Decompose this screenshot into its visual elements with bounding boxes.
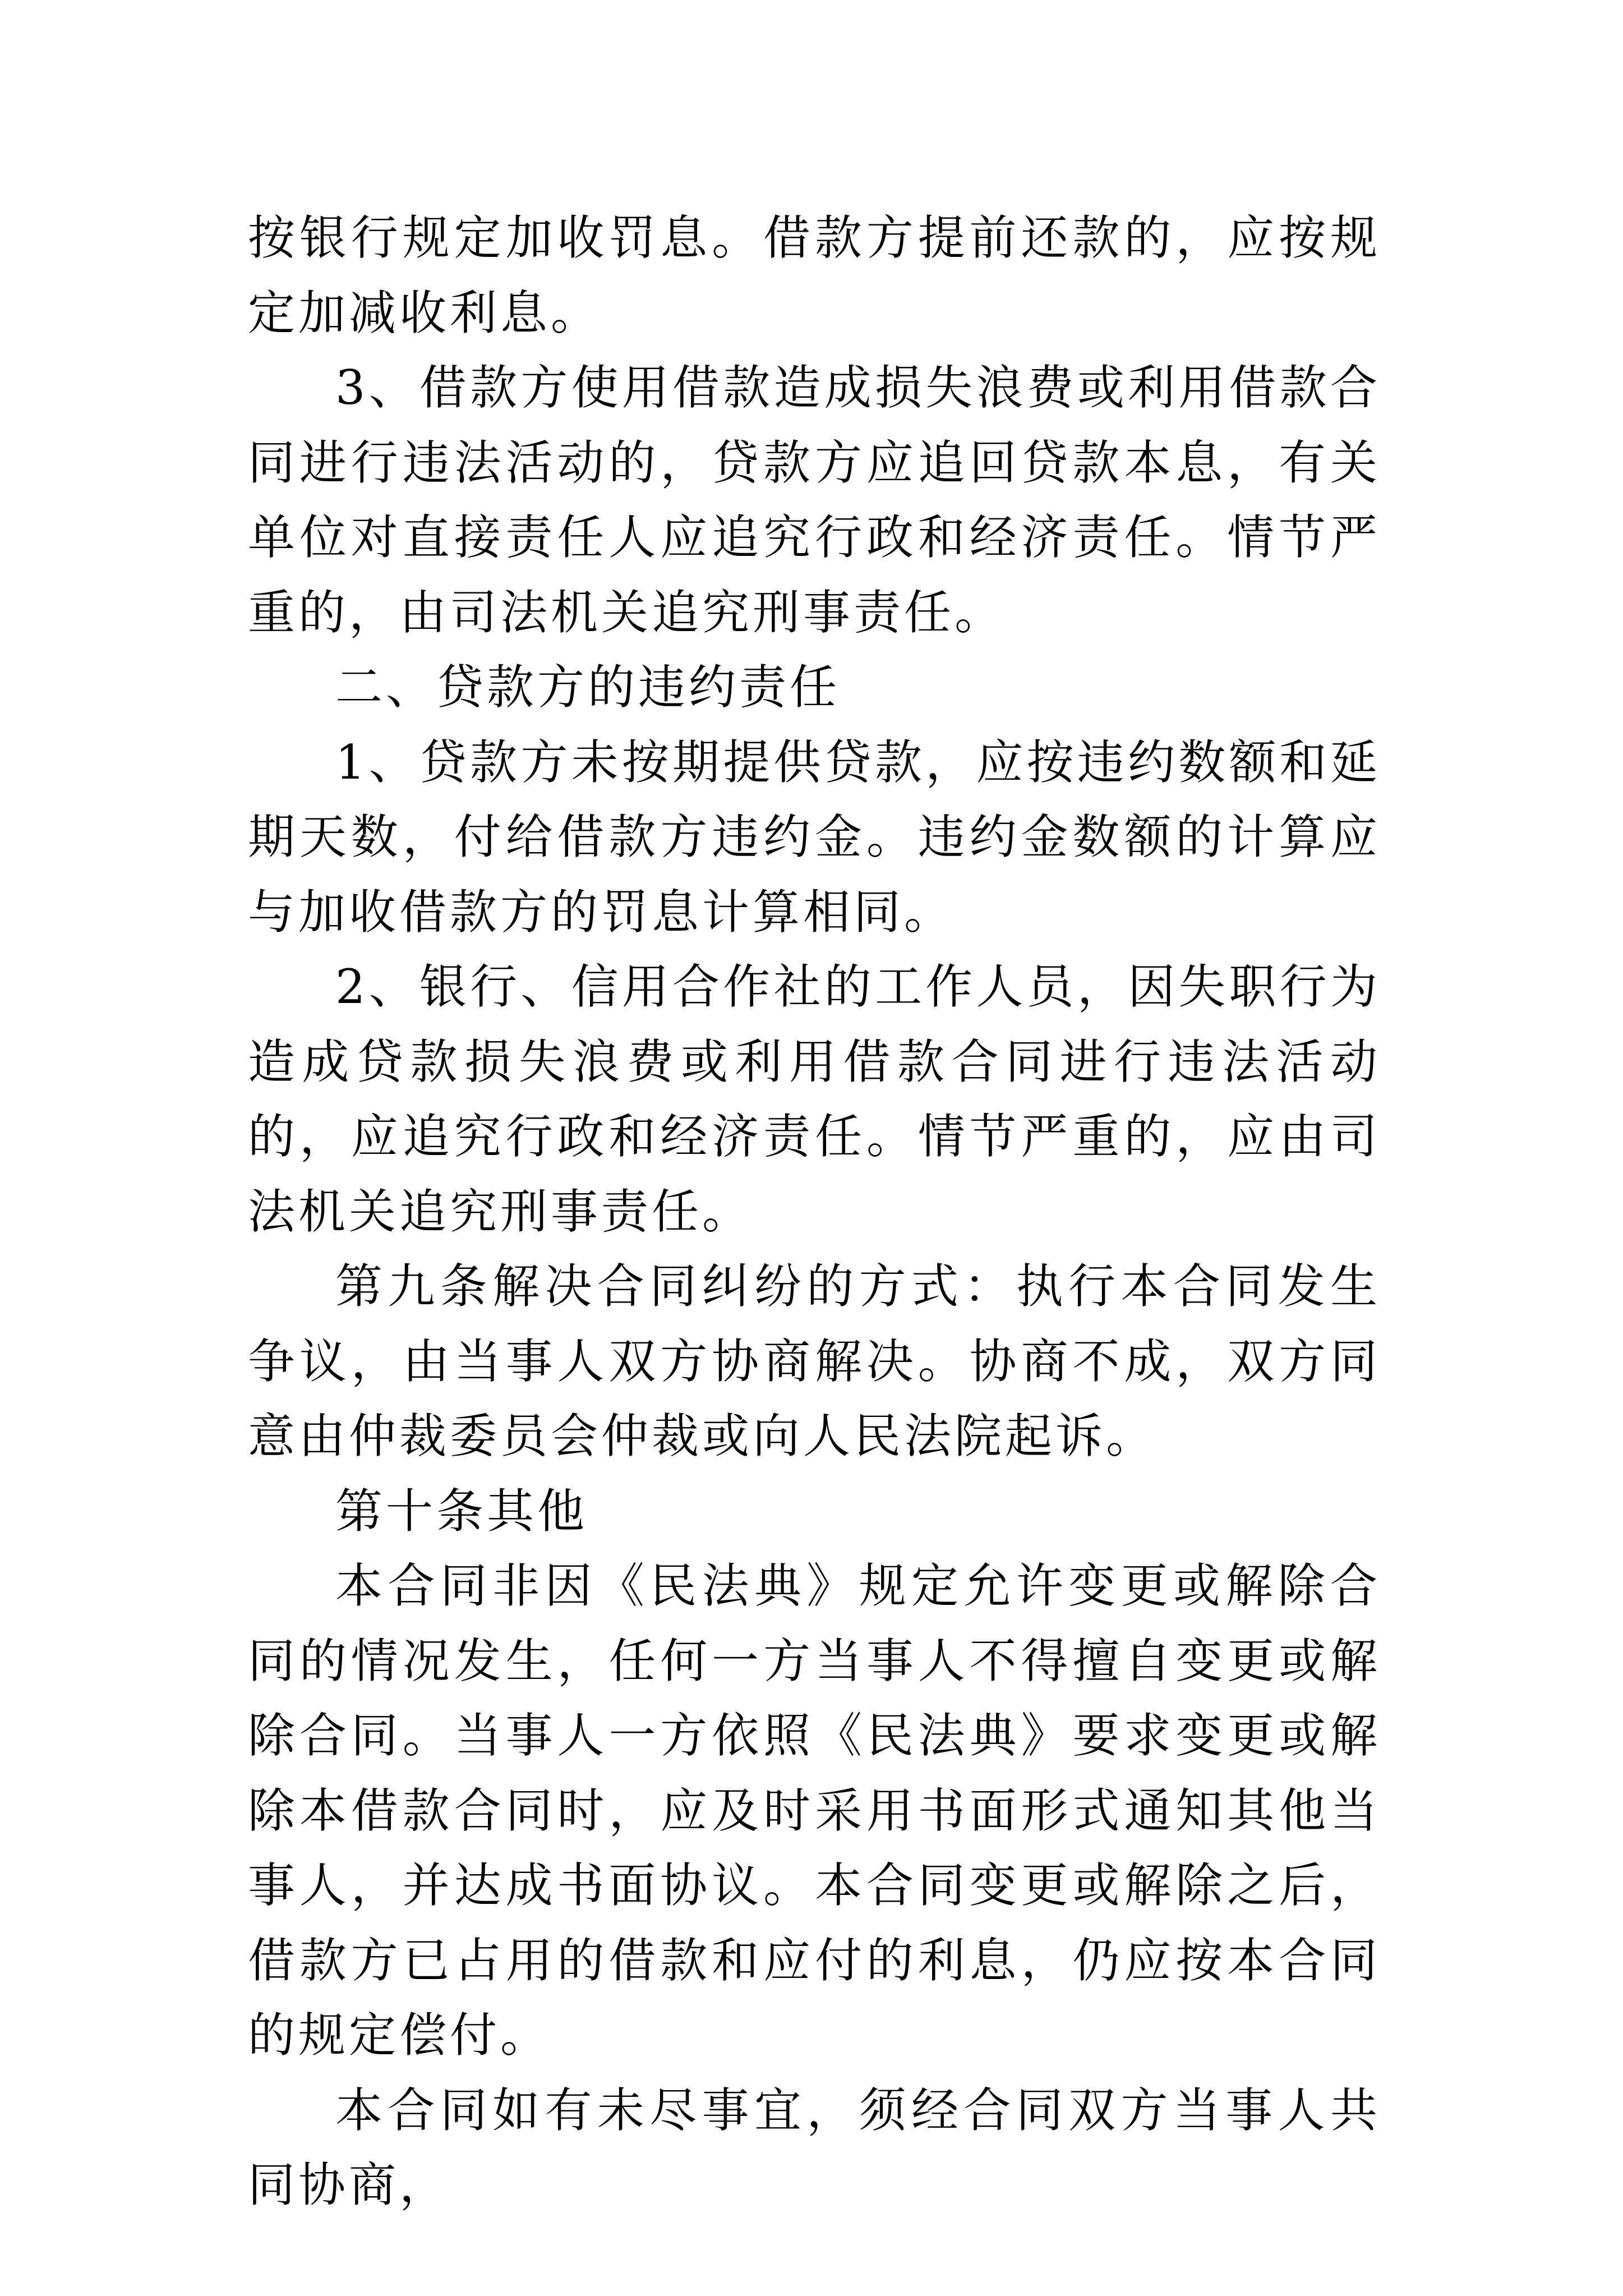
paragraph-bank-staff-liability: 2、银行、信用合作社的工作人员，因失职行为造成贷款损失浪费或利用借款合同进行违法活动的，应追究行政和经济责任。情节严重的，应由司法机关追究刑事责任。	[248, 959, 1381, 1239]
article-nine-dispute-resolution: 第九条解决合同纠纷的方式：执行本合同发生争议，由当事人双方协商解决。协商不成，双方同意由仲裁委员会仲裁或向人民法院起诉。	[248, 1259, 1381, 1464]
paragraph-lender-late-loan: 1、贷款方未按期提供贷款，应按违约数额和延期天数，付给借款方违约金。违约金数额的计算应与加收借款方的罚息计算相同。	[248, 734, 1381, 940]
paragraph-unresolved-matters: 本合同如有未尽事宜，须经合同双方当事人共同协商，	[248, 2082, 1381, 2212]
paragraph-contract-modification: 本合同非因《民法典》规定允许变更或解除合同的情况发生，任何一方当事人不得擅自变更或解除合同。当事人一方依照《民法典》要求变更或解除本借款合同时，应及时采用书面形式通知其他当事人，并达成书面协议。本合同变更或解除之后，借款方已占用的借款和应付的利息，仍应按本合同的规定偿付。	[248, 1558, 1381, 2063]
document-body	[248, 201, 1381, 2223]
paragraph-penalty-interest: 按银行规定加收罚息。借款方提前还款的，应按规定加减收利息。	[248, 210, 1381, 341]
paragraph-borrower-misuse: 3、借款方使用借款造成损失浪费或利用借款合同进行违法活动的，贷款方应追回贷款本息，有关单位对直接责任人应追究行政和经济责任。情节严重的，由司法机关追究刑事责任。	[248, 360, 1381, 640]
article-ten-heading: 第十条其他	[335, 1483, 588, 1539]
section-heading-lender-liability: 二、贷款方的违约责任	[335, 660, 841, 715]
